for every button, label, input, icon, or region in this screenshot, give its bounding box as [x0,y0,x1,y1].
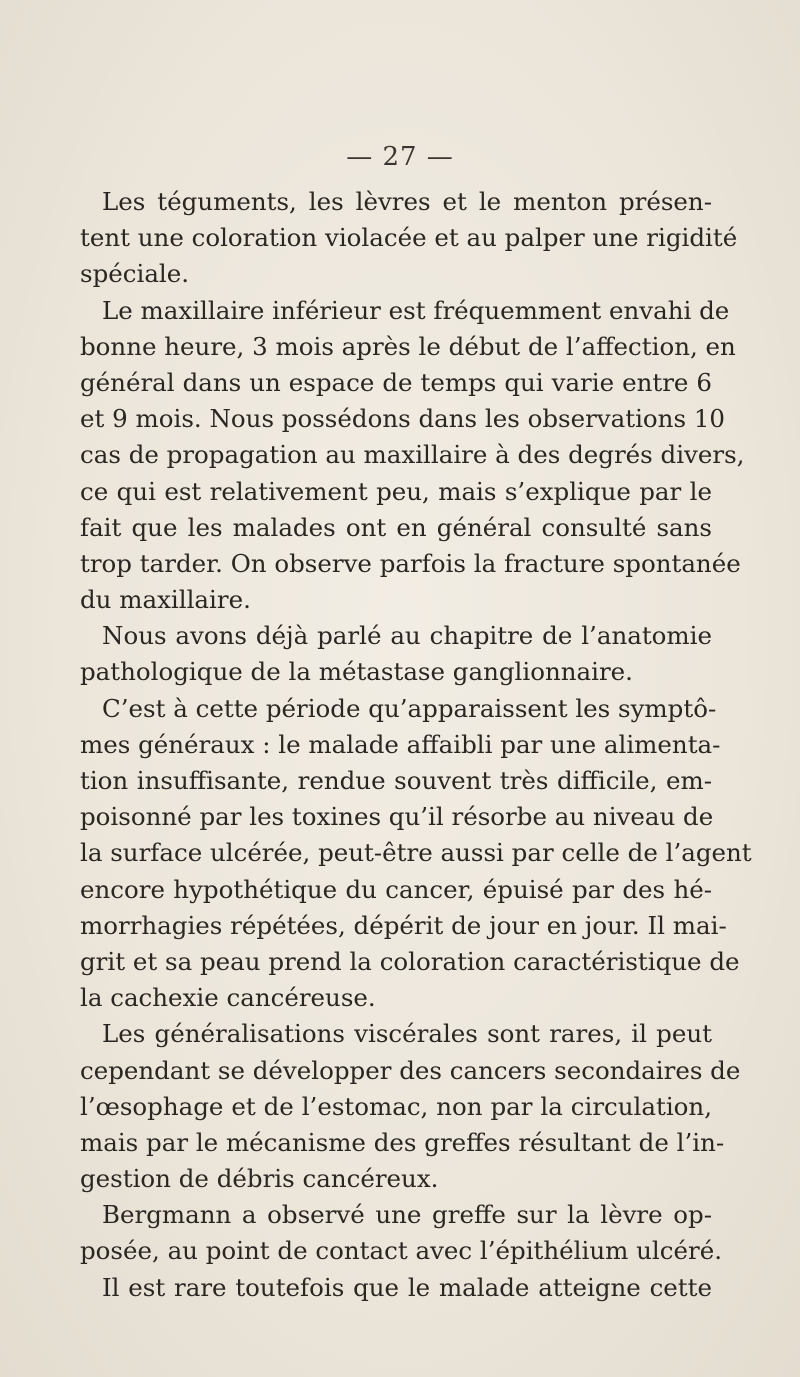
text-line: trop tarder. On observe parfois la fracture spontanée [80,548,741,578]
text-line: mais par le mécanisme des greffes résultant de l’in- [80,1127,725,1157]
text-line: cas de propagation au maxillaire à des degrés divers, [80,440,745,470]
text-line: tent une coloration violacée et au palper une rigidité [80,223,738,253]
text-line: cependant se développer des cancers secondaires de [80,1055,741,1085]
text-line: Bergmann a observé une greffe sur la lèvre op- [102,1200,712,1230]
text-line: encore hypothétique du cancer, épuisé par des hé- [80,874,712,904]
text-line: Les téguments, les lèvres et le menton présen- [102,187,712,216]
text-line: grit et sa peau prend la coloration caractéristique de [80,946,740,976]
text-line: bonne heure, 3 mois après le début de l’affection, en [80,331,736,361]
text-line: général dans un espace de temps qui varie entre 6 [80,367,712,397]
text-line: tion insuffisante, rendue souvent très difficile, em- [80,766,712,795]
text-line: l’œsophage et de l’estomac, non par la circulation, [80,1091,712,1121]
text-line: Il est rare toutefois que le malade atteigne cette [102,1272,712,1302]
text-line: fait que les malades ont en général consulté sans [80,512,712,542]
text-line: morrhagies répétées, dépérit de jour en jour. Il mai- [80,910,727,940]
text-line: pathologique de la métastase ganglionnaire. [80,657,633,687]
text-line: Le maxillaire inférieur est fréquemment envahi de [102,295,730,325]
text-line: C’est à cette période qu’apparaissent les symptô- [102,693,717,723]
text-line: mes généraux : le malade affaibli par une alimenta- [80,729,721,759]
text-line: la surface ulcérée, peut-être aussi par celle de l’agent [80,838,752,868]
text-line: poisonné par les toxines qu’il résorbe au niveau de [80,802,714,832]
body-text [80,184,752,1306]
text-line: posée, au point de contact avec l’épithélium ulcéré. [80,1236,722,1266]
text-line: Les généralisations viscérales sont rares, il peut [102,1019,712,1049]
text-line: et 9 mois. Nous possédons dans les observations 10 [80,404,725,434]
text-line: gestion de débris cancéreux. [80,1164,439,1194]
text-line: ce qui est relativement peu, mais s’explique par le [80,476,712,506]
text-line: Nous avons déjà parlé au chapitre de l’anatomie [102,621,712,651]
page-number: — 27 — [346,142,454,172]
text-line: la cachexie cancéreuse. [80,983,376,1013]
text-line: spéciale. [80,259,190,289]
text-line: du maxillaire. [80,585,251,615]
